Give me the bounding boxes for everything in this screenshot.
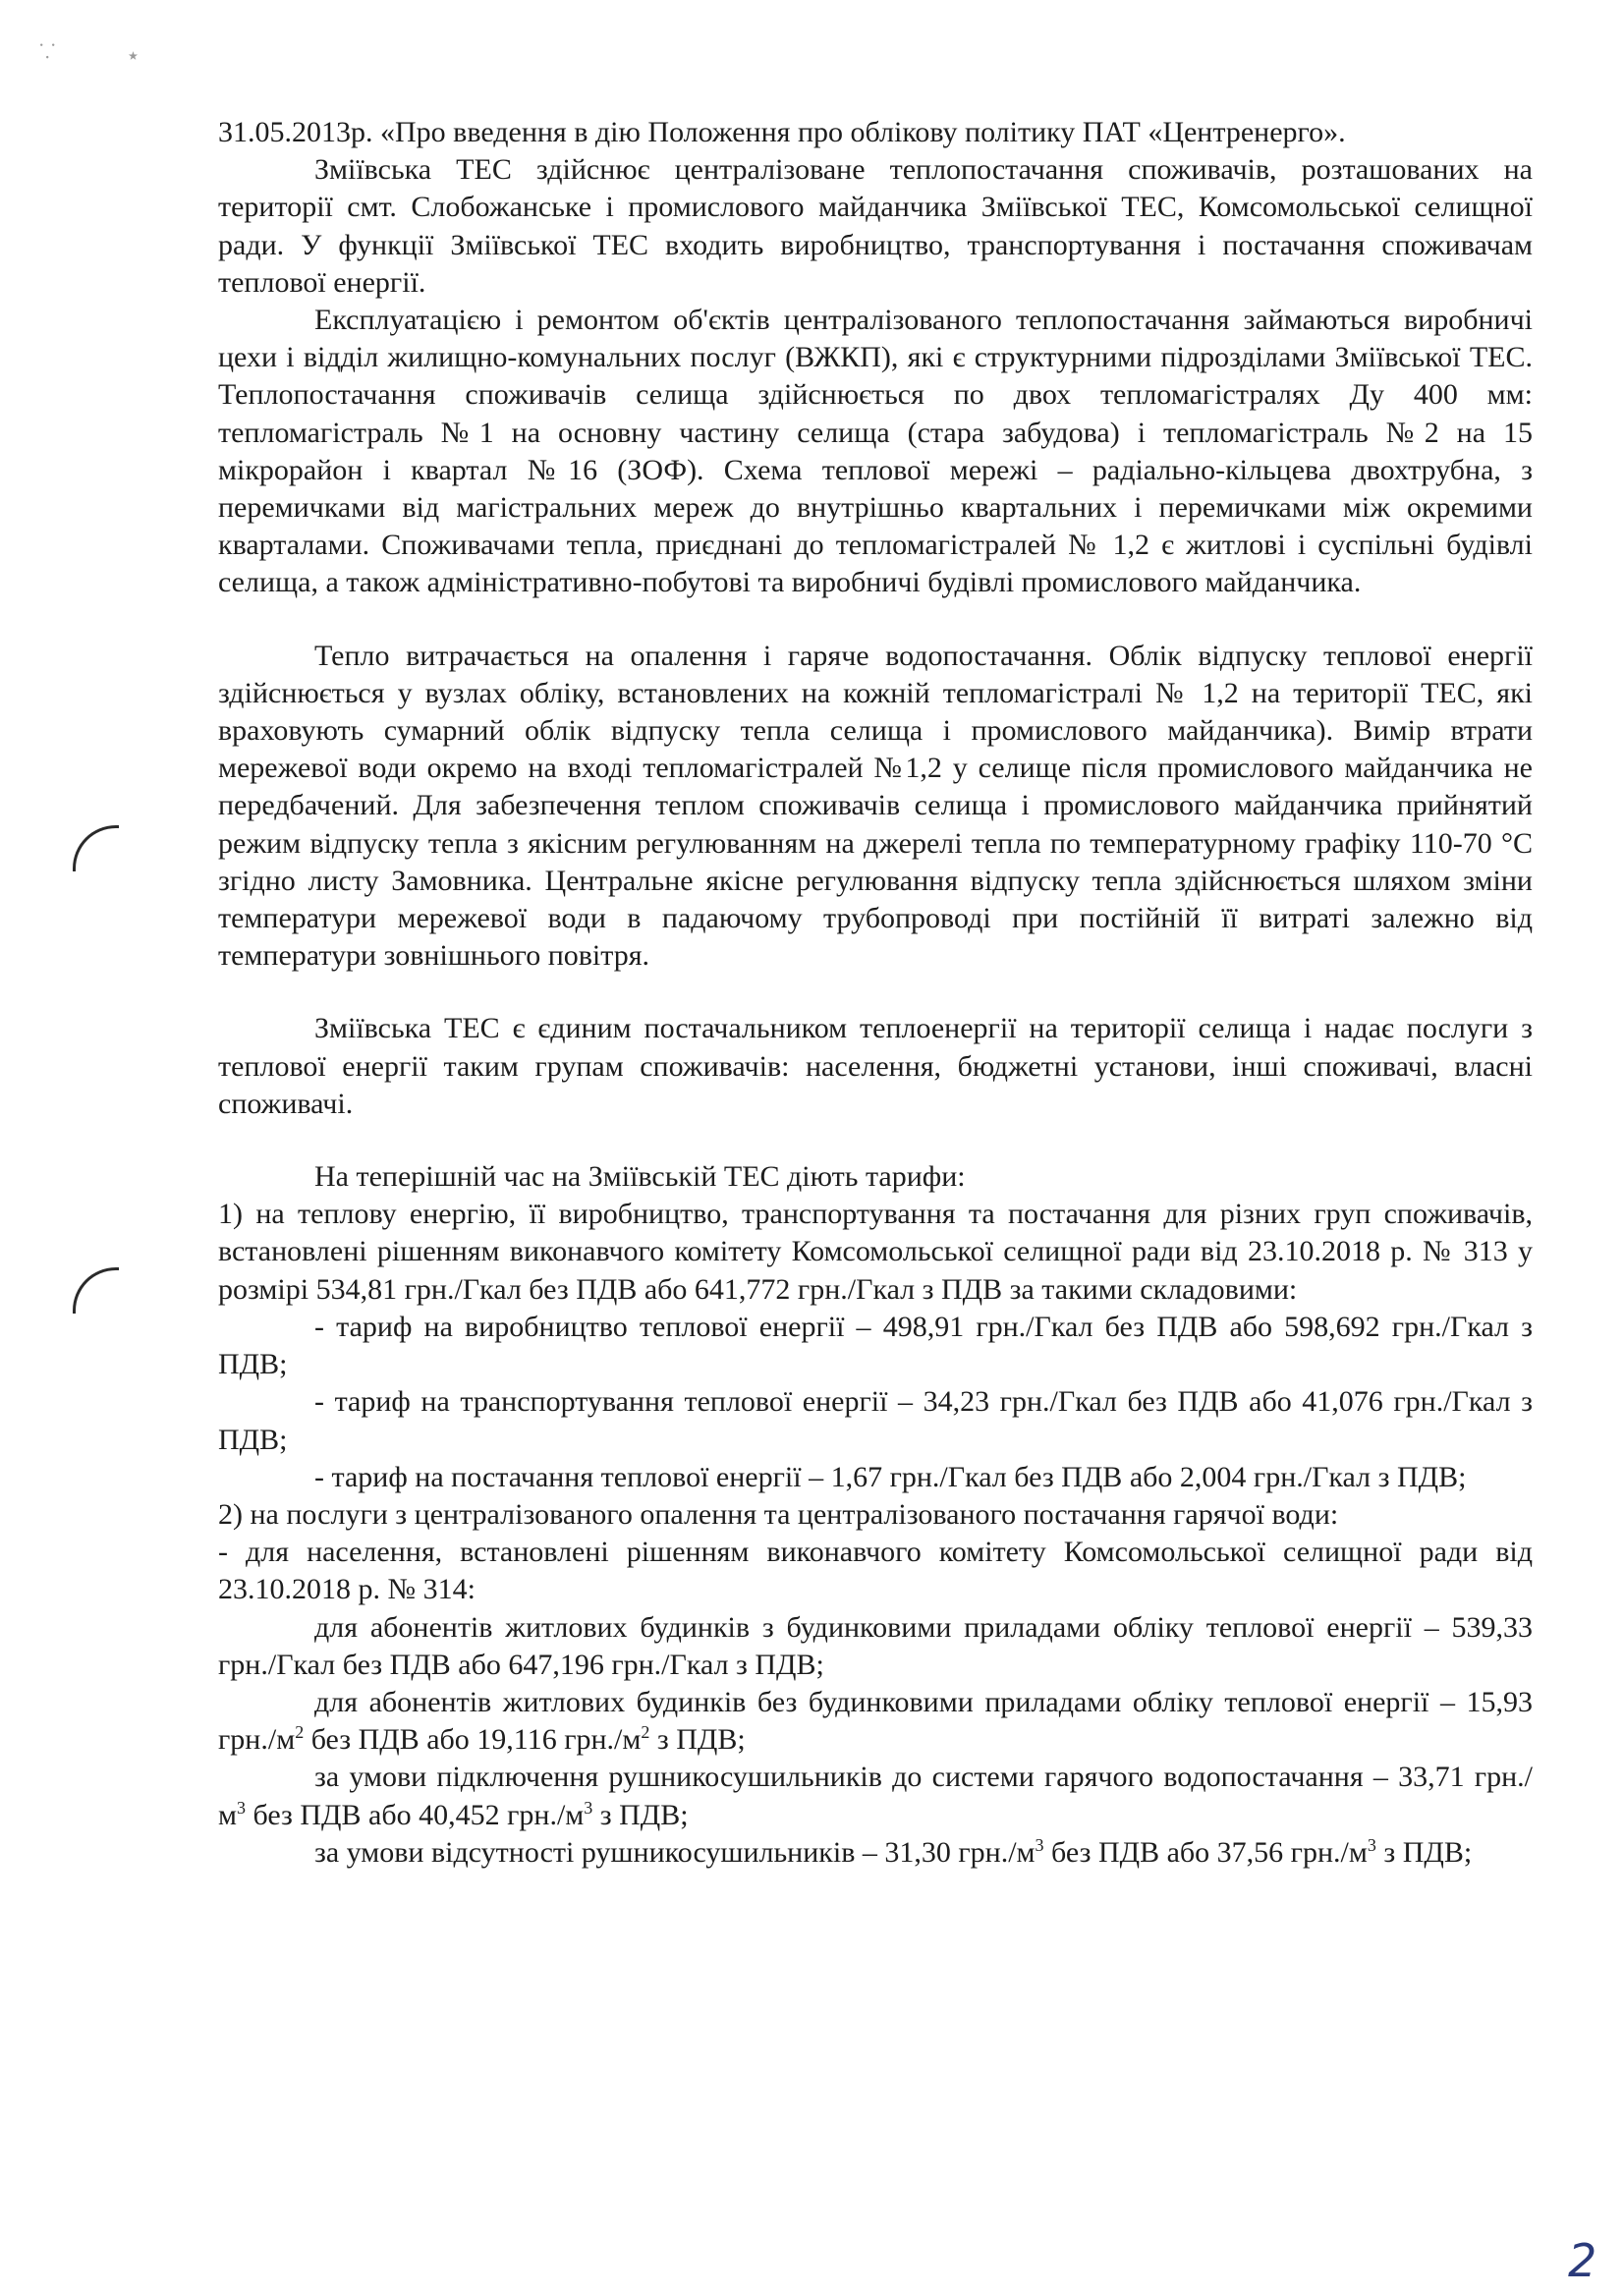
paragraph-heat-metering: Тепло витрачається на опалення і гаряче водопостачання. Облік відпуску теплової енергії здійснюється у вузлах обліку, встановлених на кожній тепломагістралі № 1,2 на території ТЕС, які враховують сумарний облік відпуску тепла селища і промислового майданчика). Вимір втрати мережевої води окремо на вході тепломагістралей №1,2 у селище після промислового майданчика не передбачений. Для забезпечення теплом споживачів селища і промислового майданчика прийнятий режим відпуску тепла з якісним регулюванням на джерелі тепла по температурному графіку 110-70 °С згідно листу Замовника. Центральне якісне регулювання відпуску тепла здійснюється шляхом зміни температури мережевої води в падаючому трубопроводі при постійній її витраті залежно від температури зовнішнього повітря. bbox=[218, 639, 1533, 973]
tariff-text: без ПДВ або 37,56 грн./м bbox=[1043, 1835, 1368, 1869]
document-body bbox=[218, 114, 1533, 1872]
list-item-transport-tariff: - тариф на транспортування теплової енергії – 34,23 грн./Гкал без ПДВ або 41,076 грн./Гкал з ПДВ; bbox=[218, 1385, 1533, 1456]
list-item-supply-tariff: - тариф на постачання теплової енергії – 1,67 грн./Гкал без ПДВ або 2,004 грн./Гкал з ПДВ; bbox=[314, 1460, 1467, 1493]
tariff-text: за умови відсутності рушникосушильників – 31,30 грн./м bbox=[314, 1835, 1036, 1869]
paragraph-heat-supply-intro: Зміївська ТЕС здійснює централізоване теплопостачання споживачів, розташованих на території смт. Слобожанське і промислового майданчика Зміївської ТЕС, Комсомольської селищної ради. У функції Зміївської ТЕС входить виробництво, транспортування і постачання споживачам теплової енергії. bbox=[218, 153, 1533, 299]
list-item-without-towel-dryers bbox=[218, 1834, 1533, 1872]
paragraph-order-reference: 31.05.2013р. «Про введення в дію Положення про облікову політику ПАТ «Центренерго». bbox=[218, 116, 1346, 148]
unit-superscript: 3 bbox=[1367, 1834, 1376, 1855]
unit-superscript: 3 bbox=[236, 1797, 246, 1818]
paragraph-consumer-groups: Зміївська ТЕС є єдиним постачальником теплоенергії на території селища і надає послуги з теплової енергії таким групам споживачів: населення, бюджетні установи, інші споживачі, власні споживачі. bbox=[218, 1012, 1533, 1120]
punch-hole-mark bbox=[73, 1267, 119, 1314]
paragraph-tariffs-heading: На теперішній час на Зміївській ТЕС діють тарифи: bbox=[314, 1160, 966, 1194]
list-item-thermal-energy-tariff: 1) на теплову енергію, її виробництво, транспортування та постачання для різних груп споживачів, встановлені рішенням виконавчого комітету Комсомольської селищної ради від 23.10.2018 р. № 313 у розмірі 534,81 грн./Гкал без ПДВ або 641,772 грн./Гкал з ПДВ за такими складовими: bbox=[218, 1198, 1533, 1306]
unit-superscript: 3 bbox=[1035, 1834, 1044, 1855]
unit-superscript: 2 bbox=[641, 1722, 650, 1743]
list-item-production-tariff: - тариф на виробництво теплової енергії – 498,91 грн./Гкал без ПДВ або 598,692 грн./Гкал з ПДВ; bbox=[218, 1310, 1533, 1381]
tariff-text: за умови підключення рушникосушильників до системи гарячого водопостачання – 33,71 грн./м bbox=[218, 1761, 1533, 1831]
tariff-text: з ПДВ; bbox=[649, 1723, 746, 1757]
unit-superscript: 3 bbox=[584, 1797, 593, 1818]
tariff-text: без ПДВ або 19,116 грн./м bbox=[304, 1723, 642, 1757]
tariff-text: з ПДВ; bbox=[1375, 1835, 1473, 1869]
list-item-with-towel-dryers bbox=[218, 1759, 1533, 1833]
paragraph-network-operation: Експлуатацією і ремонтом об'єктів централізованого теплопостачання займаються виробничі цехи і відділ жилищно-комунальних послуг (ВЖКП), які є структурними підрозділами Зміївської ТЕС. Теплопостачання споживачів селища здійснюється по двох тепломагістралях Ду 400 мм: тепломагістраль №1 на основну частину селища (стара забудова) і тепломагістраль №2 на 15 мікрорайон і квартал №16 (ЗОФ). Схема теплової мережі – радіально-кільцева двохтрубна, з перемичками від магістральних мереж до внутрішньо квартальних і перемичками між окремими кварталами. Споживачами тепла, приєднані до тепломагістралей № 1,2 є житлові і суспільні будівлі селища, а також адміністративно-побутові та виробничі будівлі промислового майданчика. bbox=[218, 304, 1533, 599]
scan-artifact: ⸪ bbox=[39, 39, 56, 63]
punch-hole-mark bbox=[73, 825, 119, 871]
list-item-unmetered-buildings bbox=[218, 1684, 1533, 1759]
scan-artifact: ٭ bbox=[128, 43, 139, 67]
page-number: 2 bbox=[1568, 2234, 1597, 2287]
list-item-metered-buildings: для абонентів житлових будинків з будинковими приладами обліку теплової енергії – 539,33 грн./Гкал без ПДВ або 647,196 грн./Гкал з ПДВ; bbox=[218, 1610, 1533, 1681]
tariff-text: без ПДВ або 40,452 грн./м bbox=[245, 1798, 585, 1831]
unit-superscript: 2 bbox=[295, 1722, 305, 1743]
tariff-text: з ПДВ; bbox=[592, 1798, 689, 1831]
list-item-central-heating-services: 2) на послуги з централізованого опалення та централізованого постачання гарячої води: bbox=[218, 1497, 1339, 1531]
list-item-population-decision: - для населення, встановлені рішенням виконавчого комітету Комсомольської селищної ради від 23.10.2018 р. № 314: bbox=[218, 1536, 1533, 1606]
tariff-text: для абонентів житлових будинків без будинковими приладами обліку теплової енергії – 15,93 грн./м bbox=[218, 1685, 1533, 1757]
